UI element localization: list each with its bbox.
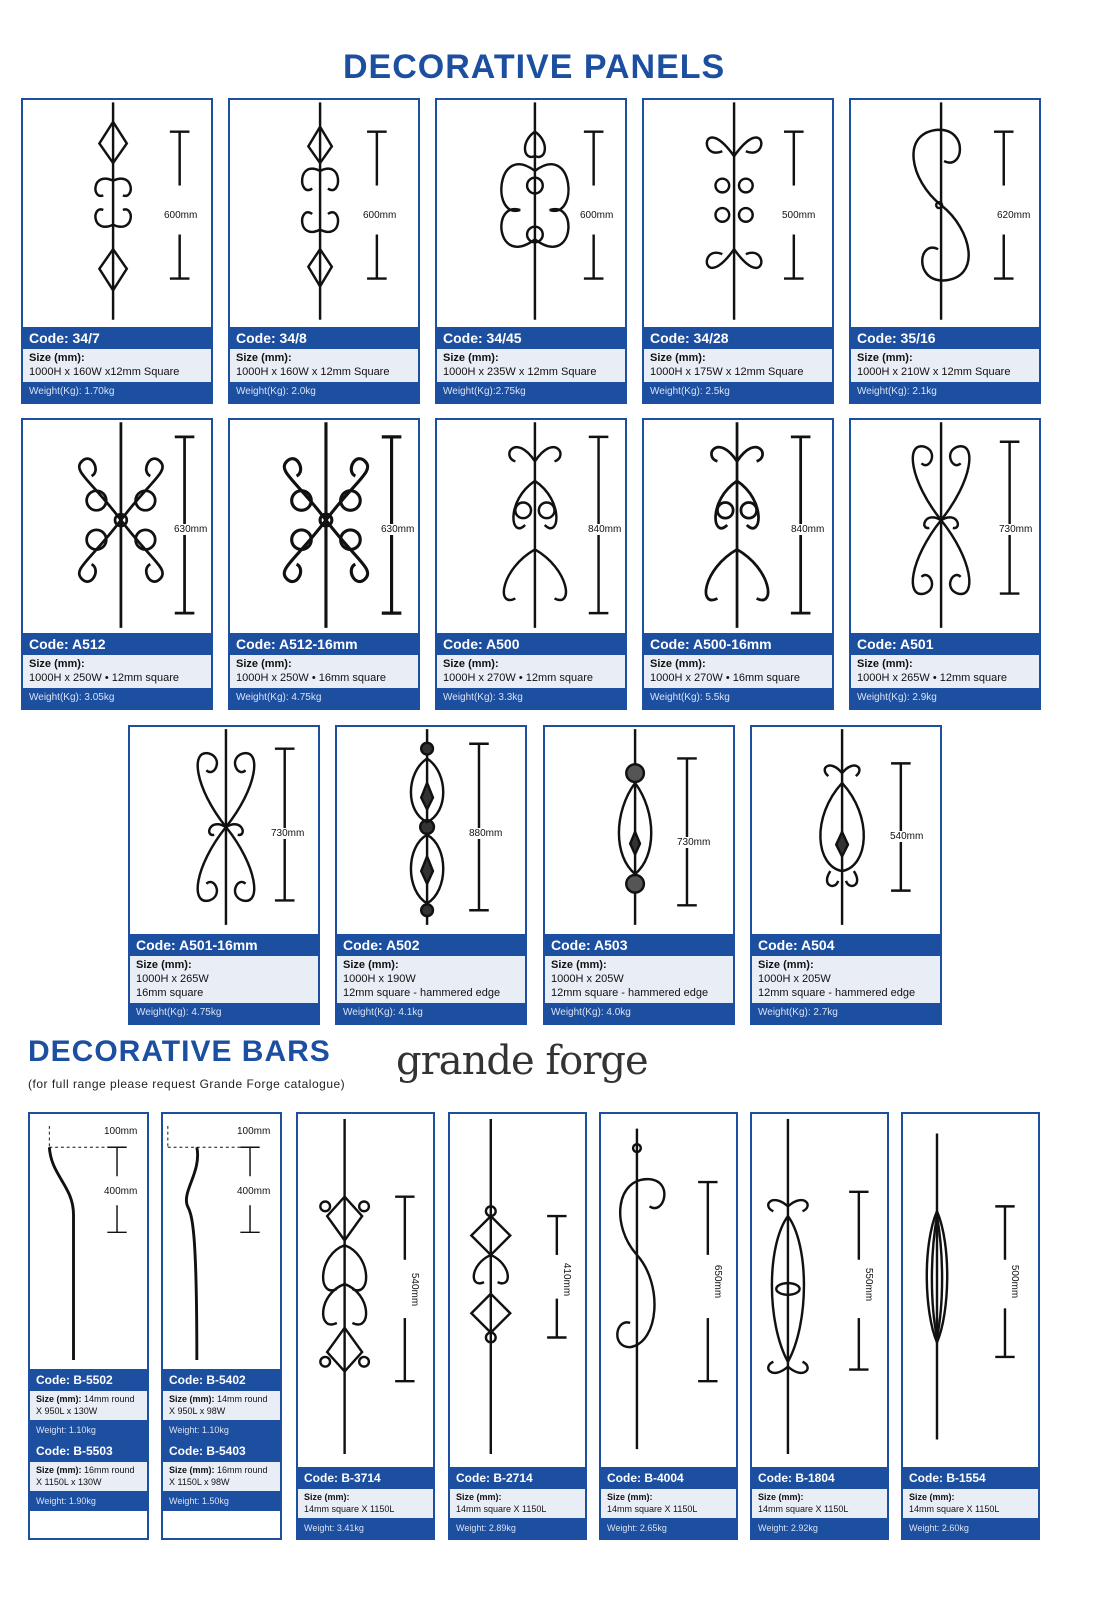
measurement-label: 410mm (561, 1262, 573, 1297)
product-code: Code: A501-16mm (130, 934, 318, 956)
weight-value: Weight: 2.60kg (903, 1518, 1038, 1538)
size-label: Size (mm): (857, 658, 913, 670)
size-label-2: Size (mm): (36, 1465, 82, 1475)
measurement-label: 730mm (677, 837, 711, 848)
weight-value: Weight(Kg): 3.3kg (437, 688, 625, 708)
measurement-label: 500mm (1009, 1264, 1021, 1299)
size-value: 1000H x 250W • 16mm square (236, 672, 386, 684)
measurement-label: 630mm (381, 524, 415, 535)
weight-value: Weight(Kg):2.75kg (437, 382, 625, 402)
size-label: Size (mm): (650, 658, 706, 670)
size-value: 14mm square X 1150L (758, 1504, 849, 1514)
size-label-2: Size (mm): (169, 1465, 215, 1475)
product-code: Code: A503 (545, 934, 733, 956)
size-value: 14mm square X 1150L (607, 1504, 698, 1514)
size-label: Size (mm): (29, 352, 85, 364)
panel-card[interactable] (21, 418, 213, 710)
size-value-2: 12mm square - hammered edge (343, 987, 501, 999)
size-value-2: 16mm round X 1150L x 130W (36, 1465, 135, 1487)
product-code: Code: 34/7 (23, 327, 211, 349)
size-value-2: 16mm round X 1150L x 98W (169, 1465, 268, 1487)
weight-value: Weight: 1.10kg (30, 1420, 147, 1440)
size-value: 1000H x 205W (551, 973, 624, 985)
bar-card[interactable] (901, 1112, 1040, 1540)
size-value: 1000H x 205W (758, 973, 831, 985)
measurement-label: 840mm (588, 524, 622, 535)
product-code: Code: A512-16mm (230, 633, 418, 655)
bars-title: DECORATIVE BARS (28, 1035, 331, 1068)
size-label: Size (mm): (443, 352, 499, 364)
product-code: Code: 35/16 (851, 327, 1039, 349)
panel-card[interactable] (849, 98, 1041, 404)
size-value: 1000H x 160W x12mm Square (29, 366, 180, 378)
bar-card[interactable] (296, 1112, 435, 1540)
measurement-label: 400mm (104, 1186, 138, 1197)
size-value-2: 16mm square (136, 987, 204, 999)
weight-value: Weight: 3.41kg (298, 1518, 433, 1538)
measurement-label: 730mm (999, 524, 1033, 535)
product-code: Code: A502 (337, 934, 525, 956)
weight-value: Weight: 2.65kg (601, 1518, 736, 1538)
size-value: 1000H x 250W • 12mm square (29, 672, 179, 684)
product-code: Code: A500-16mm (644, 633, 832, 655)
measurement-label: 100mm (237, 1126, 271, 1137)
panel-image (130, 727, 318, 927)
panel-card[interactable] (543, 725, 735, 1025)
panel-card[interactable] (642, 418, 834, 710)
measurement-label: 500mm (782, 210, 816, 221)
weight-value: Weight(Kg): 3.05kg (23, 688, 211, 708)
measurement-label: 650mm (712, 1264, 724, 1299)
weight-value: Weight(Kg): 4.75kg (230, 688, 418, 708)
measurement-label: 600mm (580, 210, 614, 221)
product-code: Code: 34/45 (437, 327, 625, 349)
panel-card[interactable] (849, 418, 1041, 710)
size-label: Size (mm): (551, 959, 607, 971)
panel-card[interactable] (750, 725, 942, 1025)
product-code: Code: 34/28 (644, 327, 832, 349)
size-value: 14mm square X 1150L (909, 1504, 1000, 1514)
size-value: 14mm square X 1150L (304, 1504, 395, 1514)
product-code-2: Code: B-5403 (163, 1440, 280, 1462)
size-value: 14mm square X 1150L (456, 1504, 547, 1514)
weight-value: Weight(Kg): 2.1kg (851, 382, 1039, 402)
panel-image (337, 727, 525, 927)
size-label: Size (mm): (169, 1394, 215, 1404)
product-code: Code: A512 (23, 633, 211, 655)
panel-image (545, 727, 733, 927)
size-label: Size (mm): (758, 959, 814, 971)
measurement-label: 540mm (409, 1272, 421, 1307)
weight-value: Weight: 1.10kg (163, 1420, 280, 1440)
size-value: 1000H x 265W • 12mm square (857, 672, 1007, 684)
size-value: 1000H x 235W x 12mm Square (443, 366, 597, 378)
weight-value: Weight(Kg): 2.0kg (230, 382, 418, 402)
measurement-label: 100mm (104, 1126, 138, 1137)
measurement-label: 400mm (237, 1186, 271, 1197)
measurement-label: 630mm (174, 524, 208, 535)
size-label: Size (mm): (456, 1492, 502, 1502)
measurement-label: 550mm (863, 1267, 875, 1302)
size-label: Size (mm): (236, 658, 292, 670)
bar-image (163, 1114, 280, 1369)
weight-value: Weight(Kg): 2.5kg (644, 382, 832, 402)
measurement-label: 540mm (890, 831, 924, 842)
weight-value: Weight(Kg): 5.5kg (644, 688, 832, 708)
measurement-label: 840mm (791, 524, 825, 535)
weight-value-2: Weight: 1.50kg (163, 1491, 280, 1511)
product-code: Code: B-5402 (163, 1369, 280, 1391)
measurement-label: 600mm (164, 210, 198, 221)
bar-card[interactable] (161, 1112, 282, 1540)
size-value: 1000H x 175W x 12mm Square (650, 366, 804, 378)
size-label: Size (mm): (304, 1492, 350, 1502)
bar-card[interactable] (448, 1112, 587, 1540)
bar-card[interactable] (28, 1112, 149, 1540)
size-label: Size (mm): (607, 1492, 653, 1502)
panel-card[interactable] (642, 98, 834, 404)
product-code: Code: B-1554 (903, 1467, 1038, 1489)
size-value: 1000H x 190W (343, 973, 416, 985)
size-label: Size (mm): (36, 1394, 82, 1404)
weight-value: Weight(Kg): 4.1kg (337, 1003, 525, 1023)
size-value-2: 12mm square - hammered edge (758, 987, 916, 999)
size-value: 1000H x 270W • 16mm square (650, 672, 800, 684)
size-label: Size (mm): (29, 658, 85, 670)
panel-card[interactable] (228, 418, 420, 710)
size-value: 1000H x 160W x 12mm Square (236, 366, 390, 378)
panel-card[interactable] (128, 725, 320, 1025)
size-label: Size (mm): (343, 959, 399, 971)
product-code: Code: A504 (752, 934, 940, 956)
weight-value-2: Weight: 1.90kg (30, 1491, 147, 1511)
weight-value: Weight: 2.89kg (450, 1518, 585, 1538)
product-code-2: Code: B-5503 (30, 1440, 147, 1462)
measurement-label: 880mm (469, 828, 503, 839)
product-code: Code: A500 (437, 633, 625, 655)
catalogue-note: (for full range please request Grande Forge catalogue) (28, 1077, 346, 1091)
size-label: Size (mm): (236, 352, 292, 364)
measurement-label: 600mm (363, 210, 397, 221)
weight-value: Weight: 2.92kg (752, 1518, 887, 1538)
panel-card[interactable] (228, 98, 420, 404)
panel-card[interactable] (435, 418, 627, 710)
bar-card[interactable] (750, 1112, 889, 1540)
weight-value: Weight(Kg): 2.9kg (851, 688, 1039, 708)
panel-image (752, 727, 940, 927)
measurement-label: 730mm (271, 828, 305, 839)
size-value: 1000H x 270W • 12mm square (443, 672, 593, 684)
product-code: Code: B-3714 (298, 1467, 433, 1489)
size-label: Size (mm): (758, 1492, 804, 1502)
bar-image (30, 1114, 147, 1369)
product-code: Code: 34/8 (230, 327, 418, 349)
bar-card[interactable] (599, 1112, 738, 1540)
weight-value: Weight(Kg): 2.7kg (752, 1003, 940, 1023)
measurement-label: 620mm (997, 210, 1031, 221)
product-code: Code: B-5502 (30, 1369, 147, 1391)
size-value-2: 12mm square - hammered edge (551, 987, 709, 999)
panels-title: DECORATIVE PANELS (343, 48, 726, 86)
product-code: Code: B-4004 (601, 1467, 736, 1489)
size-value: 1000H x 210W x 12mm Square (857, 366, 1011, 378)
size-label: Size (mm): (443, 658, 499, 670)
weight-value: Weight(Kg): 4.0kg (545, 1003, 733, 1023)
product-code: Code: A501 (851, 633, 1039, 655)
product-code: Code: B-1804 (752, 1467, 887, 1489)
weight-value: Weight(Kg): 1.70kg (23, 382, 211, 402)
product-code: Code: B-2714 (450, 1467, 585, 1489)
size-value: 14mm round X 950L x 98W (169, 1394, 268, 1416)
size-value: 14mm round X 950L x 130W (36, 1394, 135, 1416)
brand-logo: grande forge (396, 1038, 648, 1084)
size-value: 1000H x 265W (136, 973, 209, 985)
panel-card[interactable] (335, 725, 527, 1025)
size-label: Size (mm): (650, 352, 706, 364)
size-label: Size (mm): (136, 959, 192, 971)
weight-value: Weight(Kg): 4.75kg (130, 1003, 318, 1023)
size-label: Size (mm): (909, 1492, 955, 1502)
panel-card[interactable] (21, 98, 213, 404)
size-label: Size (mm): (857, 352, 913, 364)
panel-card[interactable] (435, 98, 627, 404)
